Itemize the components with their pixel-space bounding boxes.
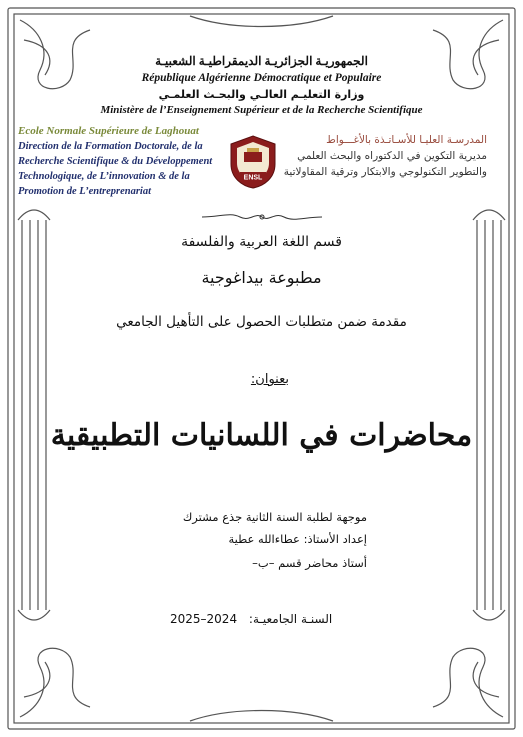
- school-name-arabic: المدرسـة العليـا للأسـاتـذة بالأغـــواط: [326, 134, 487, 146]
- academic-year-label: السنـة الجامعيـة:: [248, 612, 333, 626]
- institution-line: Technologique, de L’innovation & de la: [18, 171, 190, 182]
- institution-line-arabic: مديرية التكوين في الدكتوراه والبحث العلمي: [297, 150, 487, 162]
- institution-french-block: [18, 124, 218, 199]
- purpose-statement: مقدمة ضمن متطلبات الحصول على التأهيل الجامعي: [116, 314, 407, 330]
- department-name: قسم اللغة العربية والفلسفة: [181, 234, 342, 250]
- ministry-french: Ministère de l’Enseignement Supérieur et de la Recherche Scientifique: [100, 104, 423, 116]
- publication-type: مطبوعة بيداغوجية: [201, 268, 322, 287]
- rank-line: أستاذ محاضر قسم –ب–: [252, 556, 367, 570]
- institution-line: Promotion de L’entreprenariat: [18, 186, 152, 197]
- institution-line: Recherche Scientifique & du Développement: [18, 156, 213, 167]
- title-label: بعنوان:: [250, 372, 289, 387]
- academic-year-value: 2025–2024: [170, 612, 238, 626]
- divider-ornament: [200, 210, 324, 224]
- academic-year: [170, 612, 332, 626]
- svg-text:ENSL: ENSL: [243, 174, 263, 182]
- ministry-arabic: وزارة التعليـم العالـي والبحـث العلمـي: [158, 88, 365, 101]
- audience-line: موجهة لطلبة السنة الثانية جذع مشترك: [182, 510, 367, 524]
- prepared-by-line: إعداد الأستاذ: عطاءالله عطية: [228, 532, 367, 546]
- republic-arabic: الجمهوريـة الجزائريـة الديمقراطيـة الشعبيـة: [155, 54, 368, 68]
- school-name-french: Ecole Normale Supérieure de Laghouat: [18, 125, 199, 137]
- institution-line-arabic: والتطوير التكنولوجي والابتكار وترقية المقاولاتية: [283, 166, 487, 178]
- institution-arabic-block: [257, 132, 487, 180]
- republic-french: République Algérienne Démocratique et Populaire: [141, 72, 382, 84]
- document-title: محاضرات في اللسانيات التطبيقية: [50, 418, 473, 453]
- institution-line: Direction de la Formation Doctorale, de la: [18, 141, 203, 152]
